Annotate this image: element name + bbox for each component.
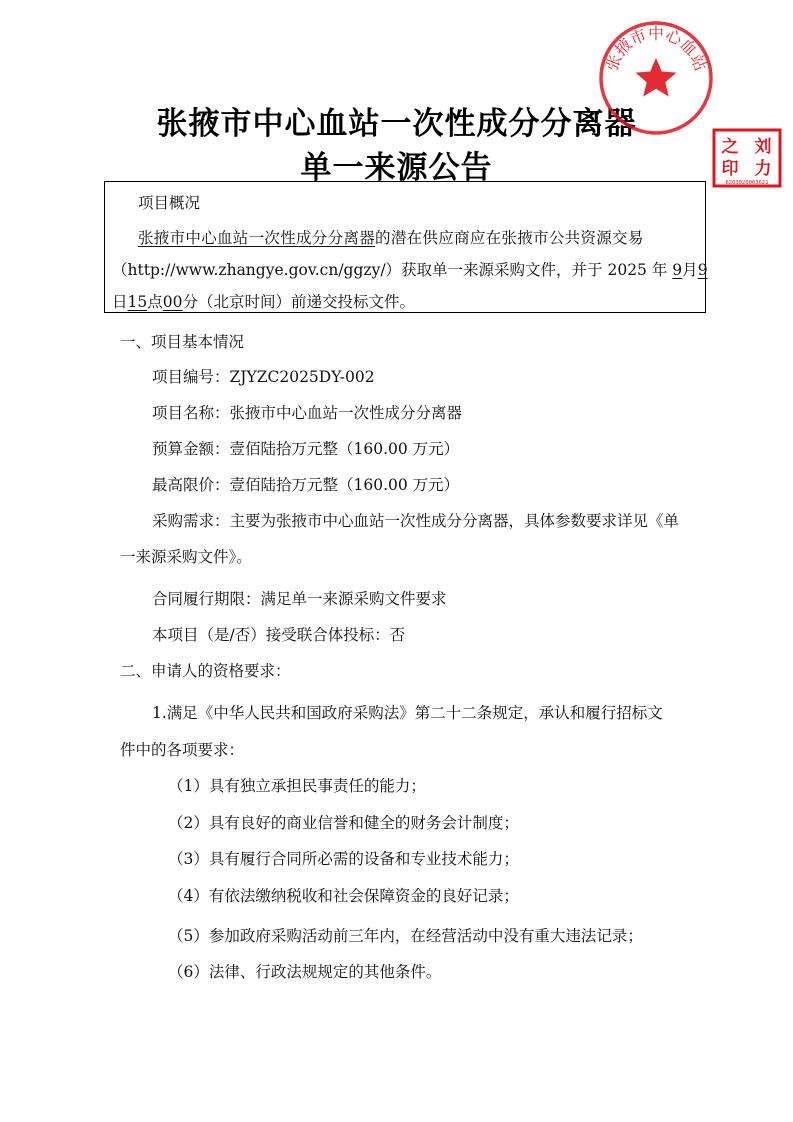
seal-char: 刘 (754, 137, 772, 157)
overview-text-3: 分（北京时间）前递交投标文件。 (182, 293, 416, 311)
page-subtitle: 单一来源公告 (300, 150, 493, 186)
section1-heading: 一、项目基本情况 (120, 333, 245, 351)
overview-hour-unit: 点 (147, 293, 163, 311)
overview-heading: 项目概况 (138, 194, 201, 212)
seal-char: 之 (721, 137, 739, 157)
overview-month: 9 (672, 261, 683, 279)
seal-text: 张掖市中心血站 (601, 23, 711, 74)
qualification-sub-item: （6）法律、行政法规规定的其他条件。 (168, 963, 442, 981)
seal-code: 6203020063621 (725, 180, 769, 186)
overview-project-name: 张掖市中心血站一次性成分分离器 (138, 229, 376, 247)
section2-heading: 二、申请人的资格要求： (120, 662, 291, 680)
overview-line-1 (138, 228, 644, 248)
qualification-sub-item: （2）具有良好的商业信誉和健全的财务会计制度； (168, 814, 519, 832)
project-number: 项目编号：ZJYZC2025DY-002 (152, 368, 375, 386)
page-title: 张掖市中心血站一次性成分分离器 (156, 106, 637, 142)
qualification-sub-item: （3）具有履行合同所必需的设备和专业技术能力； (168, 850, 519, 868)
overview-line-3 (112, 292, 415, 312)
overview-day: 9 (697, 261, 708, 279)
overview-text-2: （http://www.zhangye.gov.cn/ggzy/）获取单一来源采购文件，并于 2025 年 (112, 261, 668, 279)
procurement-demand-line-2: 一来源采购文件》。 (120, 548, 252, 566)
overview-day-unit: 日 (112, 293, 128, 311)
official-seal-icon (596, 18, 716, 138)
qualification-sub-item: （1）具有独立承担民事责任的能力； (168, 777, 426, 795)
overview-hour: 15 (127, 293, 148, 311)
budget-amount: 预算金额：壹佰陆拾万元整（160.00 万元） (152, 440, 460, 458)
qualification-item-1-line-1: 1.满足《中华人民共和国政府采购法》第二十二条规定，承认和履行招标文 (152, 704, 663, 722)
overview-minute: 00 (162, 293, 183, 311)
contract-period: 合同履行期限：满足单一来源采购文件要求 (152, 590, 447, 608)
procurement-demand-line-1: 采购需求：主要为张掖市中心血站一次性成分分离器，具体参数要求详见《单 (152, 512, 680, 530)
max-price: 最高限价：壹佰陆拾万元整（160.00 万元） (152, 476, 460, 494)
overview-line-2 (112, 260, 708, 280)
qualification-sub-item: （5）参加政府采购活动前三年内，在经营活动中没有重大违法记录； (168, 927, 643, 945)
project-name: 项目名称：张掖市中心血站一次性成分分离器 (152, 404, 463, 422)
overview-month-unit: 月 (682, 261, 698, 279)
overview-text-1: 的潜在供应商应在张掖市公共资源交易 (375, 229, 644, 247)
consortium-bid: 本项目（是/否）接受联合体投标：否 (152, 626, 406, 644)
seal-char: 力 (754, 159, 772, 179)
personal-seal-icon (712, 128, 782, 188)
qualification-sub-item: （4）有依法缴纳税收和社会保障资金的良好记录； (168, 887, 519, 905)
seal-char: 印 (721, 159, 739, 179)
qualification-item-1-line-2: 件中的各项要求： (120, 741, 245, 759)
